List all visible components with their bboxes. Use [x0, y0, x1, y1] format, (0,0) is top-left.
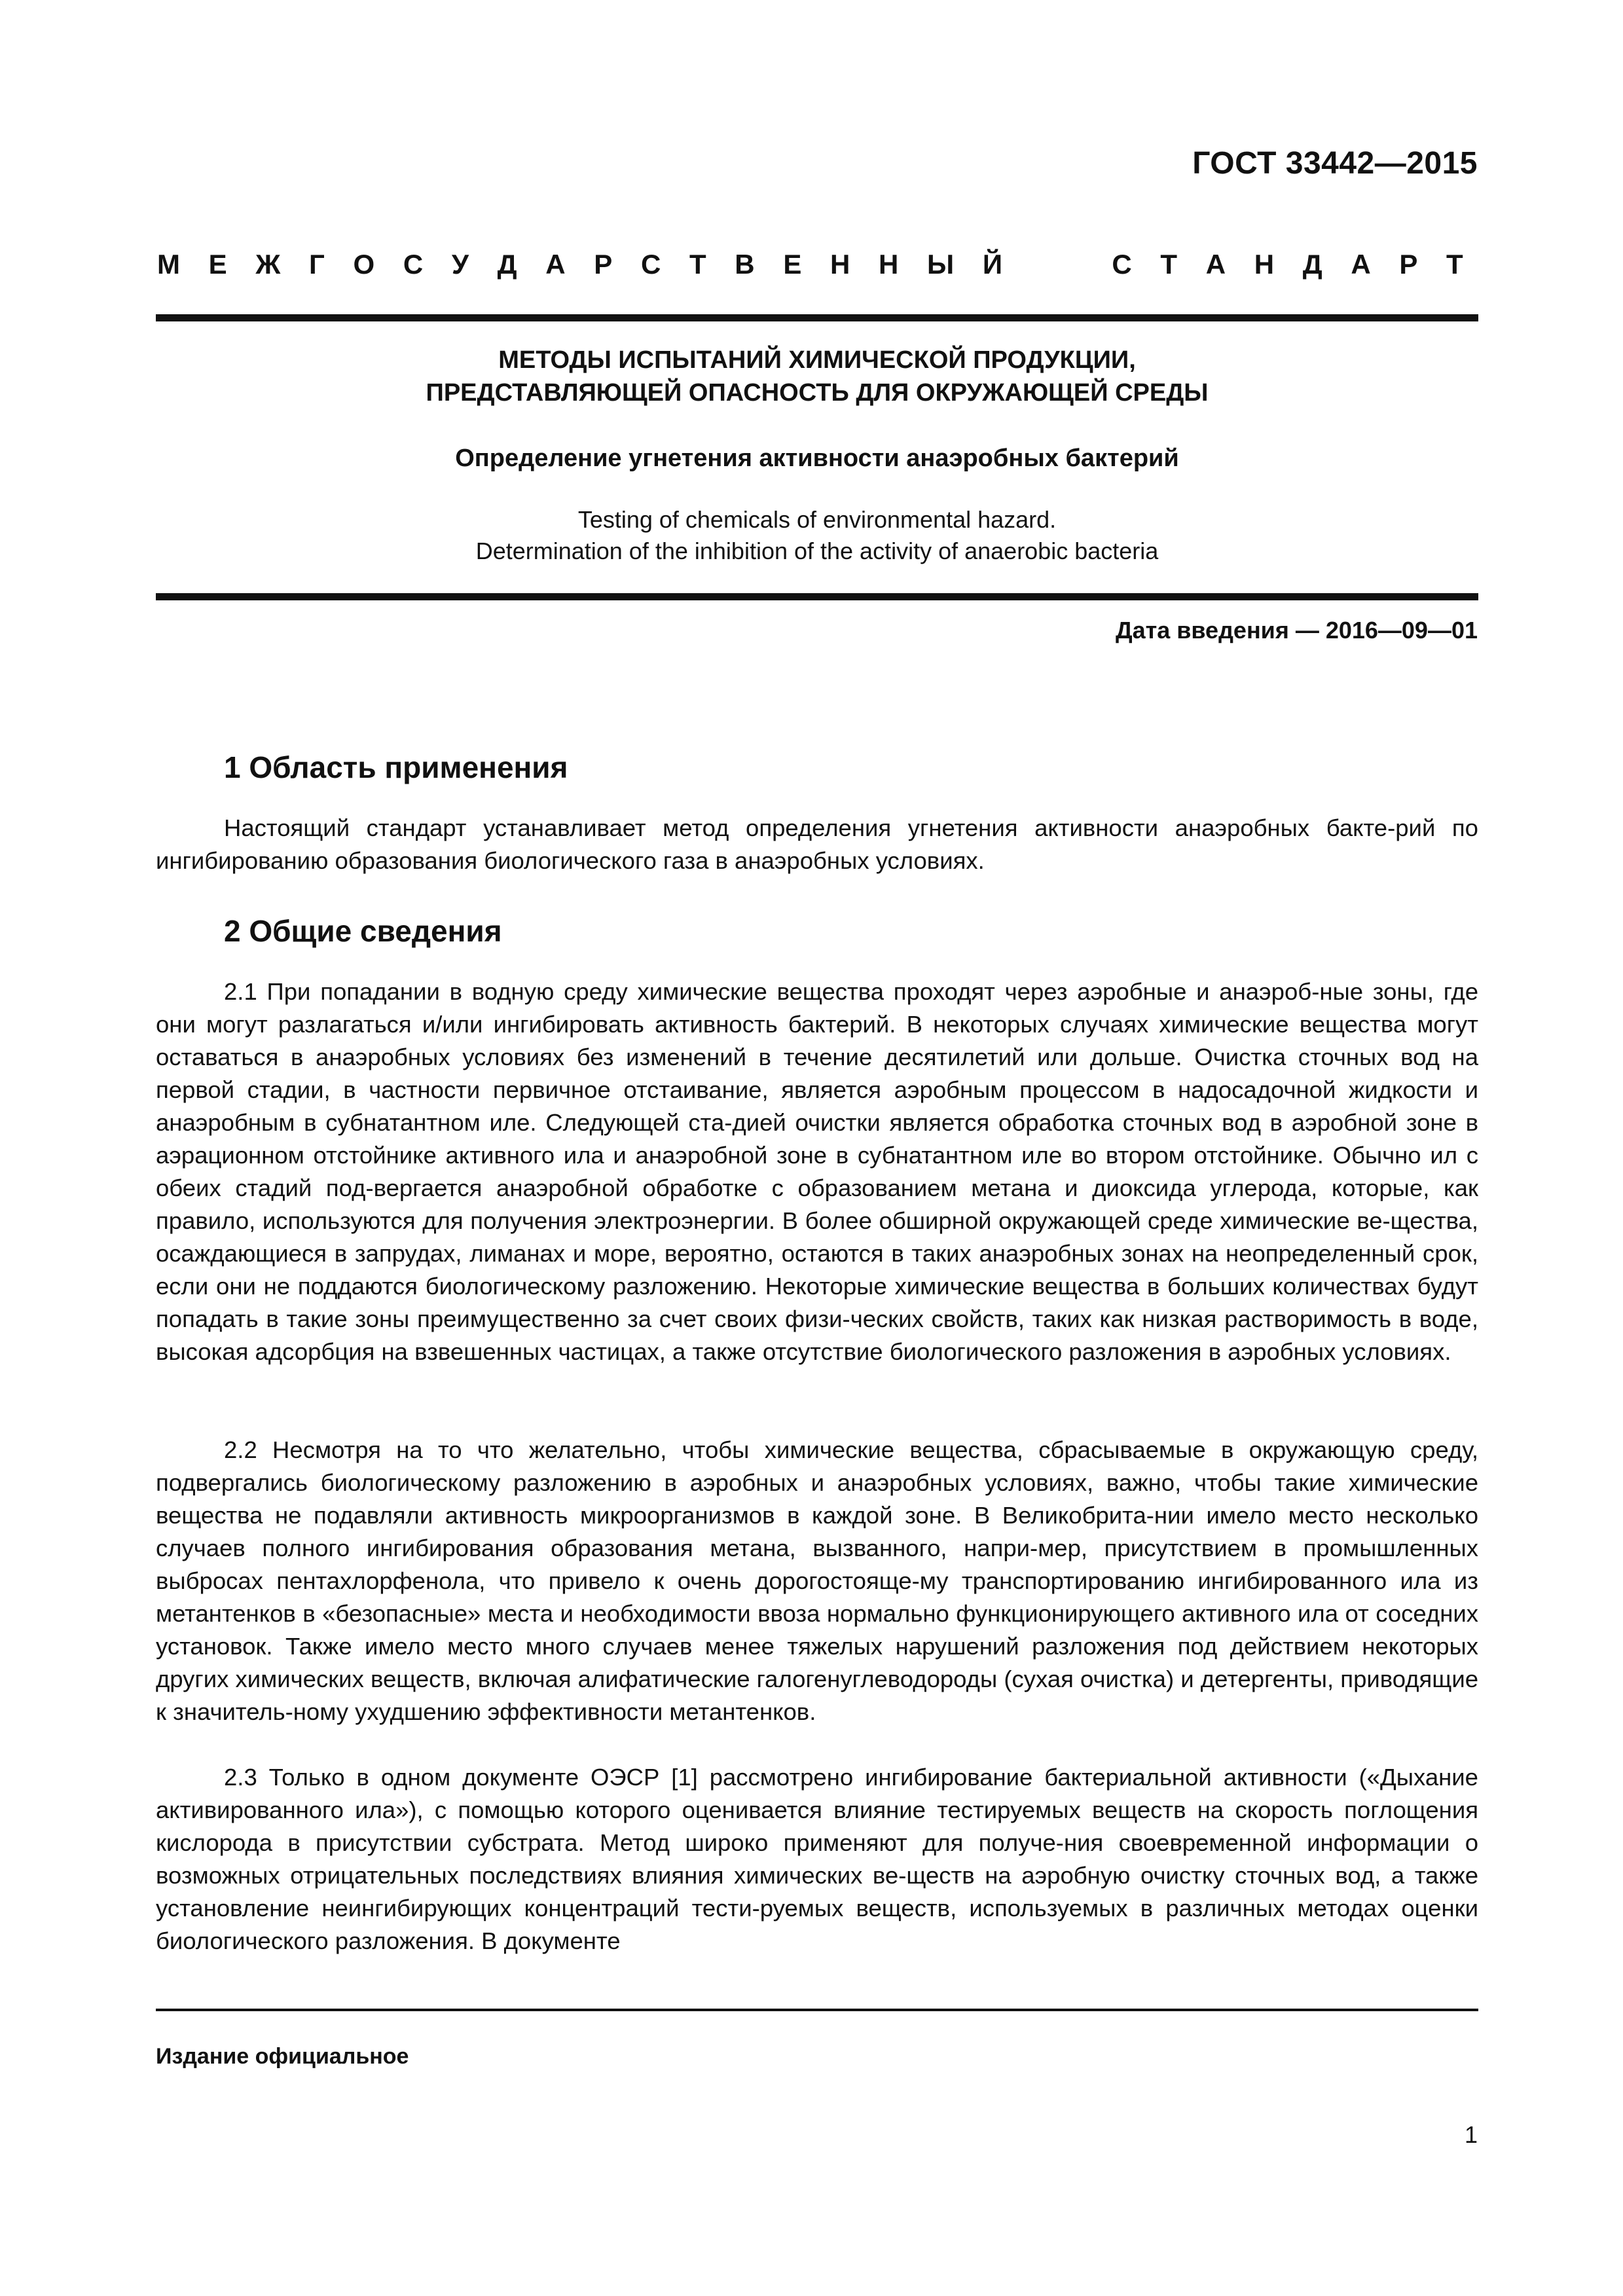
document-title-en [156, 504, 1478, 567]
title-line-2: ПРЕДСТАВЛЯЮЩЕЙ ОПАСНОСТЬ ДЛЯ ОКРУЖАЮЩЕЙ СРЕДЫ [426, 379, 1209, 407]
introduction-date: Дата введения — 2016—09—01 [1115, 617, 1478, 644]
title-bottom-rule [156, 593, 1478, 600]
standard-type-letter: О [353, 249, 375, 280]
standard-type-letter: С [1112, 249, 1132, 280]
document-title-ru [156, 344, 1478, 409]
standard-type-letter: Ж [255, 249, 281, 280]
section-2-1-paragraph: 2.1 При попадании в водную среду химические вещества проходят через аэробные и анаэроб-ные зоны, где они могут разлагаться и/или ингибировать активность бактерий. В некоторых случаях химические вещества могут оставаться в анаэробных условиях без изменений в течение десятилетий или дольше. Очистка сточных вод на первой стадии, в частности первичное отстаивание, является аэробным процессом в надосадочной жидкости и анаэробным в субнатантном иле. Следующей ста-дией очистки является обработка сточных вод в аэробной зоне в аэрационном отстойнике активного ила и анаэробной зоне в субнатантном иле во втором отстойнике. Обычно ил с обеих стадий под-вергается анаэробной обработке с образованием метана и диоксида углерода, которые, как правило, используются для получения электроэнергии. В более обширной окружающей среде химические ве-щества, осаждающиеся в запрудах, лиманах и море, вероятно, остаются в таких анаэробных зонах на неопределенный срок, если они не поддаются биологическому разложению. Некоторые химические вещества в больших количествах будут попадать в такие зоны преимущественно за счет своих физи-ческих свойств, таких как низкая растворимость в воде, высокая адсорбция на взвешенных частицах, а также отсутствие биологического разложения в аэробных условиях. [156, 978, 1478, 1365]
standard-type-letter: А [1351, 249, 1371, 280]
title-en-line-1: Testing of chemicals of environmental hazard. [577, 506, 1057, 533]
standard-type-letter: Р [594, 249, 613, 280]
standard-type-letter: Р [1399, 249, 1418, 280]
page-number: 1 [1464, 2121, 1478, 2148]
top-rule [156, 314, 1478, 321]
footer-rule [156, 2009, 1478, 2011]
standard-type-letter: Н [879, 249, 899, 280]
standard-type-letter: Н [1254, 249, 1275, 280]
standard-type-letter: С [403, 249, 424, 280]
word-gap [1031, 249, 1084, 280]
standard-type-letter: М [157, 249, 180, 280]
standard-type-label [157, 249, 1463, 280]
section-1-heading: 1 Область применения [224, 750, 568, 784]
section-1-paragraph: Настоящий стандарт устанавливает метод определения угнетения активности анаэробных бакте-рий по ингибированию образования биологического газа в анаэробных условиях. [156, 814, 1478, 874]
document-number: ГОСТ 33442—2015 [1192, 146, 1478, 181]
standard-type-letter: Т [689, 249, 706, 280]
section-2-3-paragraph: 2.3 Только в одном документе ОЭСР [1] рассмотрено ингибирование бактериальной активности («Дыхание активированного ила»), с помощью которого оценивается влияние тестируемых веществ на скорость поглощения кислорода в присутствии субстрата. Метод широко применяют для получе-ния своевременной информации о возможных отрицательных последствиях влияния химических ве-ществ на аэробную очистку сточных вод, а также установление неингибирующих концентраций тести-руемых веществ, используемых в различных методах оценки биологического разложения. В документе [156, 1764, 1478, 1954]
standard-type-letter: Й [982, 249, 1003, 280]
standard-type-letter: Д [1302, 249, 1322, 280]
section-2-heading: 2 Общие сведения [224, 914, 502, 948]
standard-type-letter: Н [830, 249, 850, 280]
standard-type-letter: А [545, 249, 566, 280]
title-en-line-2: Determination of the inhibition of the activity of anaerobic bacteria [475, 538, 1159, 564]
title-line-1: МЕТОДЫ ИСПЫТАНИЙ ХИМИЧЕСКОЙ ПРОДУКЦИИ, [498, 346, 1136, 374]
section-2-2-paragraph: 2.2 Несмотря на то что желательно, чтобы химические вещества, сбрасываемые в окружающую среду, подвергались биологическому разложению в аэробных и анаэробных условиях, важно, чтобы такие химические вещества не подавляли активность микроорганизмов в каждой зоне. В Великобрита-нии имело место несколько случаев полного ингибирования образования метана, вызванного, напри-мер, присутствием в промышленных выбросах пентахлорфенола, что привело к очень дорогостояще-му транспортированию ингибированного ила из метантенков в «безопасные» места и необходимости ввоза нормально функционирующего активного ила от соседних установок. Также имело место много случаев менее тяжелых нарушений разложения под действием некоторых других химических веществ, включая алифатические галогенуглеводороды (сухая очистка) и детергенты, приводящие к значитель-ному ухудшению эффективности метантенков. [156, 1436, 1479, 1725]
standard-type-letter: Т [1160, 249, 1178, 280]
standard-type-letter: Е [208, 249, 227, 280]
standard-type-letter: А [1205, 249, 1226, 280]
standard-type-letter: Г [309, 249, 325, 280]
official-edition-label: Издание официальное [156, 2044, 409, 2069]
standard-type-letter: Д [497, 249, 517, 280]
standard-type-letter: Т [1446, 249, 1463, 280]
standard-type-letter: Е [783, 249, 802, 280]
document-subtitle-ru: Определение угнетения активности анаэробных бактерий [455, 445, 1179, 472]
standard-type-letter: В [735, 249, 755, 280]
standard-type-letter: Ы [927, 249, 955, 280]
standard-type-letter: У [451, 249, 469, 280]
standard-type-letter: С [640, 249, 661, 280]
